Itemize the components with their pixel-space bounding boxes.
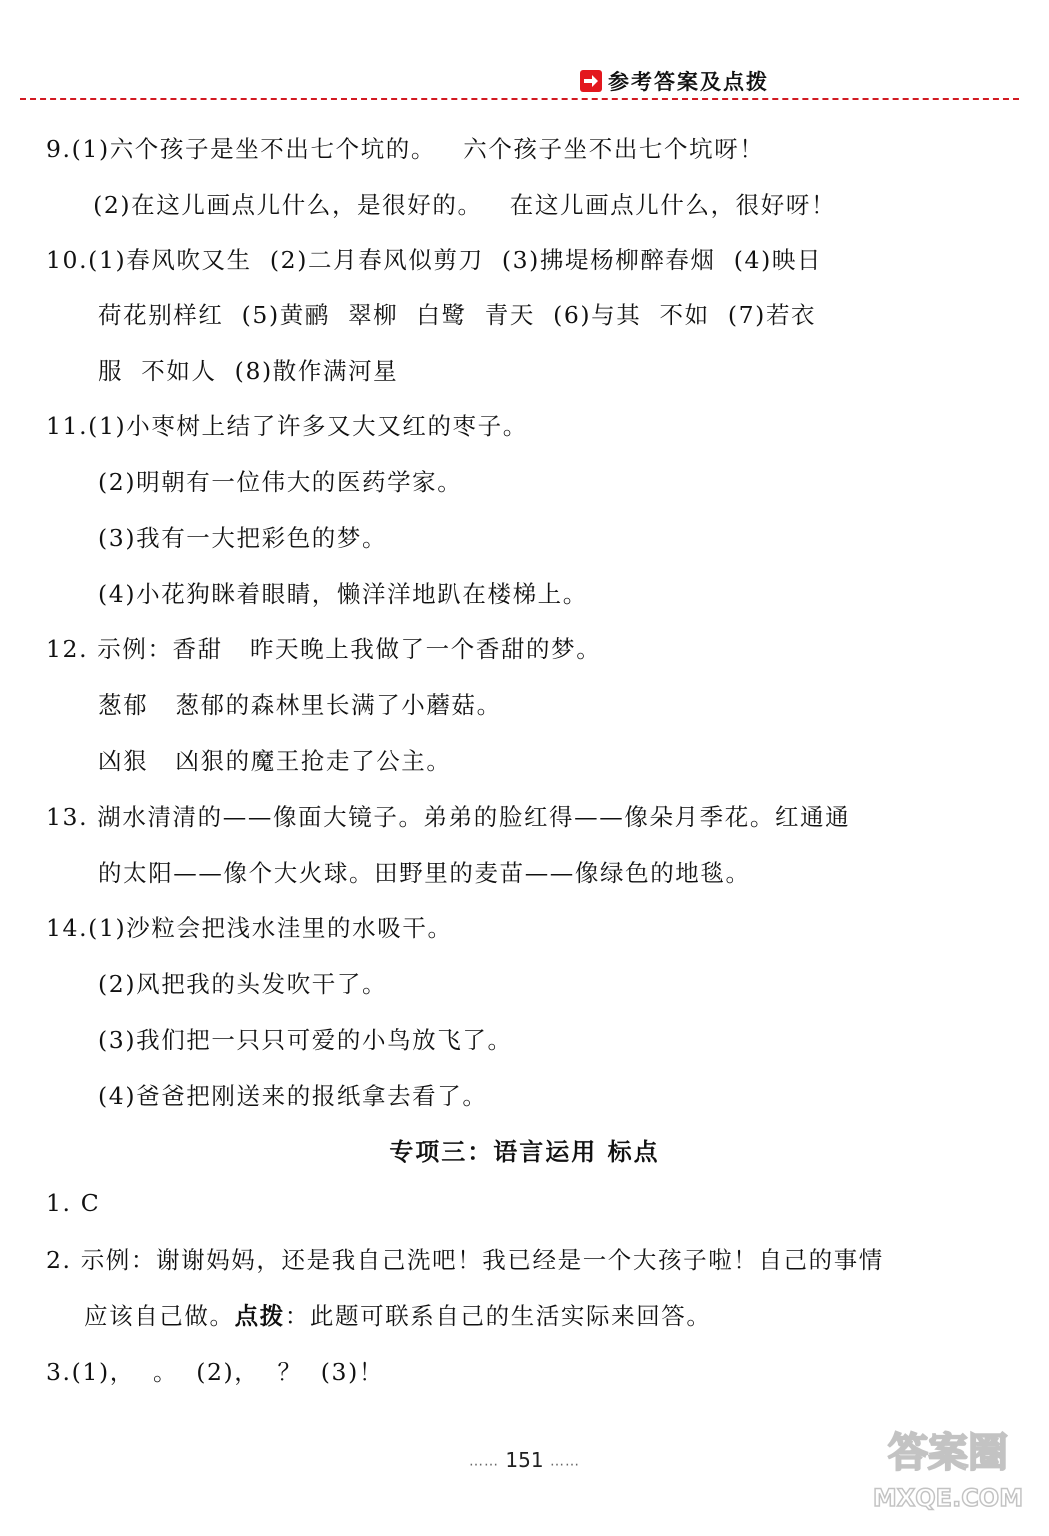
- answer-line: [84, 1301, 712, 1331]
- page-header: [580, 66, 769, 96]
- answer-line: (2)明朝有一位伟大的医药学家。: [98, 468, 463, 496]
- answer-text: 应该自己做。: [84, 1302, 235, 1330]
- answer-line: 3.(1)， 。 (2)， ？ (3)！: [46, 1358, 384, 1386]
- answer-line: (3)我们把一只只可爱的小鸟放飞了。: [98, 1026, 513, 1054]
- answer-line: 12. 示例：香甜 昨天晚上我做了一个香甜的梦。: [46, 635, 602, 663]
- answer-line: 13. 湖水清清的——像面大镜子。弟弟的脸红得——像朵月季花。红通通: [46, 803, 851, 831]
- answer-line: (3)我有一大把彩色的梦。: [98, 524, 388, 552]
- arrow-right-icon: [580, 70, 602, 92]
- section-title: 专项三：语言运用 标点: [389, 1138, 660, 1166]
- answer-line: (4)小花狗眯着眼睛，懒洋洋地趴在楼梯上。: [98, 580, 588, 608]
- watermark-logo: [868, 1418, 1028, 1518]
- dots-right: ……: [549, 1453, 580, 1470]
- answer-line: 服 不如人 (8)散作满河星: [98, 357, 399, 385]
- header-title: 参考答案及点拨: [608, 70, 769, 94]
- answer-line: (2)在这儿画点儿什么，是很好的。 在这儿画点儿什么，很好呀！: [84, 191, 837, 219]
- answer-line: 11.(1)小枣树上结了许多又大又红的枣子。: [46, 412, 528, 440]
- answer-line: 的太阳——像个大火球。田野里的麦苗——像绿色的地毯。: [98, 859, 751, 887]
- answer-line: (2)风把我的头发吹干了。: [98, 970, 388, 998]
- answer-line: 凶狠 凶狠的魔王抢走了公主。: [98, 747, 452, 775]
- svg-text:MXQE.COM: MXQE.COM: [872, 1484, 1024, 1512]
- tip-text: ：此题可联系自己的生活实际来回答。: [284, 1302, 712, 1330]
- tip-label: 点拨: [234, 1302, 285, 1330]
- answer-line: 10.(1)春风吹又生 (2)二月春风似剪刀 (3)拂堤杨柳醉春烟 (4)映日: [46, 246, 823, 274]
- answer-line: 2. 示例：谢谢妈妈，还是我自己洗吧！我已经是一个大孩子啦！自己的事情: [46, 1246, 884, 1274]
- answer-line: 1. C: [46, 1189, 101, 1217]
- page-number-value: 151: [505, 1448, 544, 1472]
- dots-left: ……: [469, 1453, 500, 1470]
- answer-line: 9.(1)六个孩子是坐不出七个坑的。 六个孩子坐不出七个坑呀！: [46, 135, 765, 163]
- header-divider: [20, 98, 1019, 100]
- answer-line: 葱郁 葱郁的森林里长满了小蘑菇。: [98, 691, 502, 719]
- answer-line: 荷花别样红 (5)黄鹂 翠柳 白鹭 青天 (6)与其 不如 (7)若衣: [98, 301, 817, 329]
- answer-line: 14.(1)沙粒会把浅水洼里的水吸干。: [46, 914, 453, 942]
- answer-line: (4)爸爸把刚送来的报纸拿去看了。: [98, 1082, 488, 1110]
- svg-text:答案圈: 答案圈: [888, 1430, 1008, 1476]
